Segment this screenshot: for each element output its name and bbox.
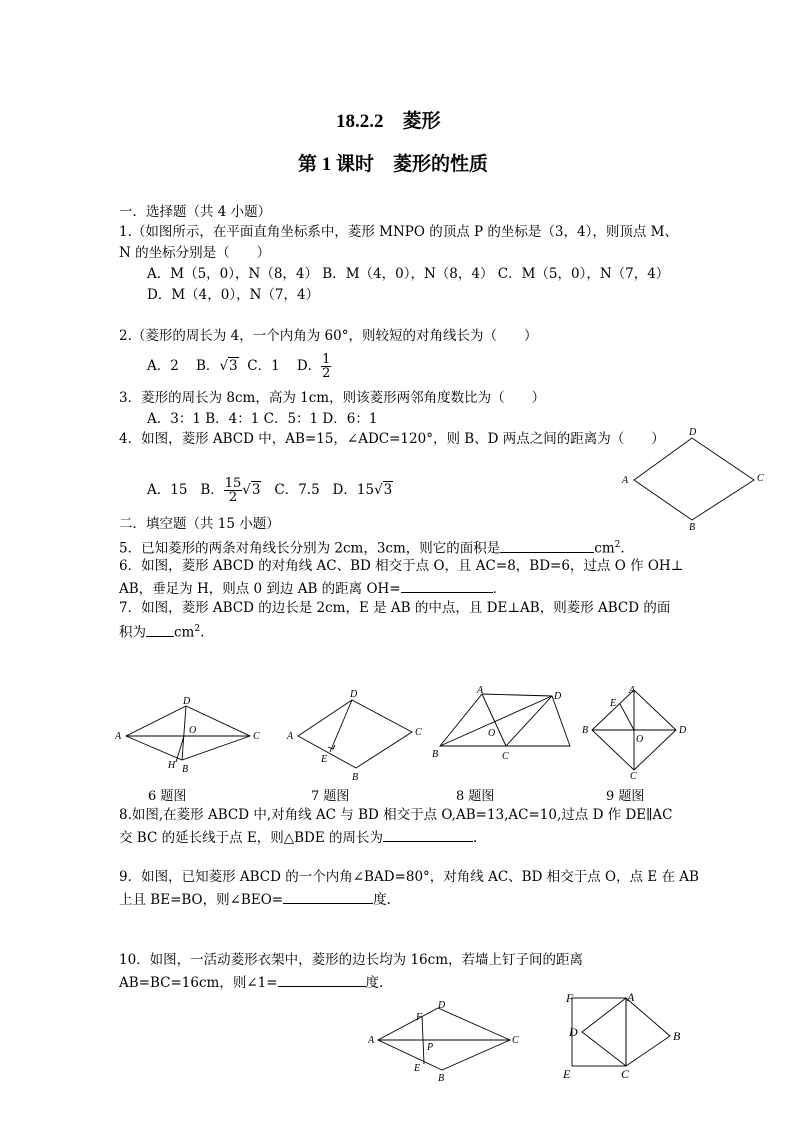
caption-fig9: 9 题图 <box>606 789 645 804</box>
q6-label-a: A <box>115 731 122 742</box>
q10b-label-c: C <box>621 1067 630 1081</box>
q10a-label-c: C <box>512 1035 519 1046</box>
q8-label-b: B <box>432 749 439 760</box>
q4-stem: 4．如图，菱形 ABCD 中，AB=15，∠ADC=120°，则 B、D 两点之间的距离为（ ） <box>119 431 665 447</box>
q5: 5．已知菱形的两条对角线长分别为 2cm，3cm，则它的面积是 $cm^2$. <box>119 536 625 558</box>
caption-fig8: 8 题图 <box>456 789 495 804</box>
q4-label-a: A <box>622 475 629 486</box>
q10a-label-a: A <box>368 1035 375 1046</box>
q9-label-b: B <box>582 725 589 736</box>
q9-label-c: C <box>630 771 637 780</box>
q10a-label-b: B <box>438 1073 445 1084</box>
q7-figure <box>284 686 430 784</box>
q4-rhombus <box>634 438 754 520</box>
q3-stem: 3．菱形的周长为 8cm，高为 1cm，则该菱形两邻角度数比为（ ） <box>119 390 546 406</box>
q10a-label-d: D <box>438 1000 446 1011</box>
section-title: 18.2.2 菱形 <box>336 111 441 132</box>
q10b-label-b: B <box>673 1029 681 1043</box>
q6-diagonal-bd <box>182 706 186 760</box>
caption-fig6: 6 题图 <box>148 789 187 804</box>
q10b-rectangle <box>572 998 626 1066</box>
q7-label-b: B <box>352 772 359 783</box>
q3-options: A．3：1 B．4：1 C．5：1 D．6：1 <box>147 411 378 427</box>
q8-label-c: C <box>502 751 509 762</box>
q6-rhombus <box>126 706 250 760</box>
q9-line1: 9．如图，已知菱形 ABCD 的一个内角∠BAD=80°，对角线 AC、BD 相交于点 O，点 E 在 AB <box>119 869 699 885</box>
q6-label-b: B <box>182 764 189 775</box>
q2-d-fraction: $\frac{1}{2}$ <box>322 351 331 381</box>
caption-fig7: 7 题图 <box>311 789 350 804</box>
q8-label-o: O <box>488 728 496 739</box>
part2-heading: 二．填空题（共 15 小题） <box>119 516 280 532</box>
q10b-label-e: E <box>563 1067 571 1081</box>
q10a-label-p: P <box>427 1042 434 1053</box>
q7-right-angle-mark <box>328 745 335 749</box>
q7-label-a: A <box>287 731 294 742</box>
q10-line1: 10．如图，一活动菱形衣架中，菱形的边长均为 16cm，若墙上钉子间的距离 <box>119 952 584 968</box>
q1-options1: A．M（5，0），N（8，4） B．M（4，0），N（8，4） C．M（5，0），N（7，4） <box>147 266 670 282</box>
q9-label-o: O <box>636 734 644 745</box>
part1-heading: 一．选择题（共 4 小题） <box>119 204 272 220</box>
q7-line1: 7．如图，菱形 ABCD 的边长是 2cm，E 是 AB 的中点，且 DE⊥AB，则菱形 ABCD 的面 <box>119 600 671 616</box>
q6-line2: AB，垂足为 H，则点 0 到边 AB 的距离 OH= ． <box>119 578 506 598</box>
q1-line1: 1.（如图所示，在平面直角坐标系中，菱形 MNPO 的顶点 P 的坐标是（3，4），则顶点 M、 <box>119 224 678 240</box>
q1-options2: D．M（4，0），N（7，4） <box>147 287 320 303</box>
q8-segment-dc <box>506 696 552 746</box>
q8-figure <box>428 684 578 764</box>
q7-line2: 积为 $cm^2$. <box>119 620 204 642</box>
q6-label-o: O <box>189 725 197 736</box>
q10b-label-a: A <box>627 990 635 1004</box>
q8-segment-db <box>440 696 552 746</box>
q1-line2: N 的坐标分别是（ ） <box>119 245 271 261</box>
q10a-label-f: F <box>416 1012 423 1023</box>
q9-line2: 上且 BE=BO，则∠BEO= 度. <box>119 889 391 909</box>
q6-line1: 6．如图，菱形 ABCD 的对角线 AC、BD 相交于点 O，且 AC=8，BD=6，过点 O 作 OH⊥ <box>119 558 684 574</box>
q8-line1: 8.如图,在菱形 ABCD 中,对角线 AC 与 BD 相交于点 O,AB=13,AC=10,过点 D 作 DE∥AC <box>119 807 673 823</box>
q4-label-d: D <box>689 427 697 438</box>
q8-line2: 交 BC 的延长线于点 E，则△BDE 的周长为 . <box>119 827 477 847</box>
q9-figure <box>580 684 690 780</box>
q7-label-e: E <box>321 754 328 765</box>
q4-figure <box>618 424 770 532</box>
q10b-label-d: D <box>569 1025 578 1039</box>
q2-stem: 2.（菱形的周长为 4，一个内角为 60°，则较短的对角线长为（ ） <box>119 328 538 344</box>
q7-rhombus <box>298 700 412 768</box>
q10a-rhombus <box>378 1008 510 1070</box>
q10-figure-b <box>560 990 690 1084</box>
q4-label-c: C <box>757 473 764 484</box>
q8-label-a: A <box>477 685 484 696</box>
q10-line2: AB=BC=16cm，则∠1= 度. <box>119 972 383 992</box>
q6-label-h: H <box>168 760 176 771</box>
q9-segment-eo <box>620 704 634 730</box>
q6-label-d: D <box>183 696 191 707</box>
q10-figure-a <box>364 1000 524 1086</box>
q7-label-c: C <box>415 727 422 738</box>
q4-options: A．15 B． $\frac{15}{2}$ √3 C．7.5 D．15 √3 <box>147 475 393 505</box>
q8-label-d: D <box>554 691 562 702</box>
q2-options: A．2 B． √3 C．1 D． $\frac{1}{2}$ <box>147 351 331 381</box>
q4-b-fraction: $\frac{15}{2}$ <box>224 475 242 505</box>
lesson-title: 第 1 课时 菱形的性质 <box>298 154 489 175</box>
q10a-label-e: E <box>414 1063 421 1074</box>
q9-label-e: E <box>610 698 617 709</box>
q9-label-d: D <box>679 725 687 736</box>
q4-label-b: B <box>689 522 696 532</box>
q7-label-d: D <box>350 689 358 700</box>
q6-figure <box>112 696 266 778</box>
q10b-label-f: F <box>566 991 574 1005</box>
q9-label-a: A <box>629 685 636 696</box>
q8-trapezoid <box>440 694 570 746</box>
q6-label-c: C <box>253 731 260 742</box>
